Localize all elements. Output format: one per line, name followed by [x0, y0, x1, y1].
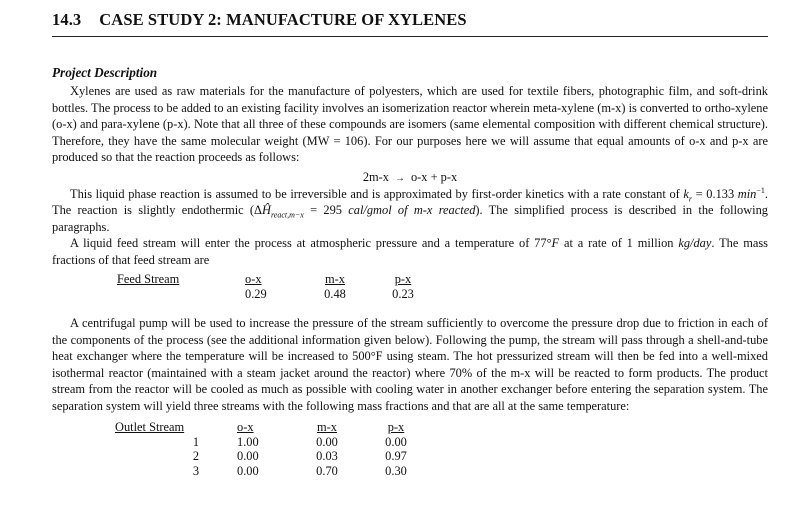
feed-table-values-row [117, 287, 431, 302]
kinetics-text-4: = 295 [303, 203, 349, 217]
outlet-stream-table [115, 420, 427, 478]
outlet-stream-label-text: Outlet Stream [115, 420, 185, 434]
outlet-value-px: 0.30 [385, 463, 407, 478]
outlet-header-ox [237, 420, 289, 435]
feed-text-2: at a rate of 1 million [559, 236, 679, 250]
rate-constant-symbol: k [683, 186, 689, 201]
feed-stream-label [117, 272, 245, 287]
kinetics-text-5: ). The simplified process is described in the following paragraphs. [52, 203, 768, 234]
equation-rhs: o-x + p-x [410, 169, 458, 184]
feed-table-header-row [117, 272, 431, 287]
paragraph-intro: Xylenes are used as raw materials for the manufacture of polyesters, which are used for textile fibers, photographic film, and soft-drink bottles. The process to be added to an existing facility involves an isomerization reactor wherein meta-xylene (m-x) is converted to ortho-xylene (o-x) and para-xylene (p-x). Note that all three of these compounds are isomers (same elemental composition with different chemical structure). Therefore, they have the same molecular weight (MW = 106). For our purposes here we will assume that equal amounts of o-x and p-x are produced so that the reaction proceeds as follows: [52, 84, 768, 164]
outlet-value-mx: 0.00 [316, 434, 338, 449]
feed-text-3: . The mass fractions of that feed stream are [52, 236, 768, 267]
paragraph-process: A centrifugal pump will be used to increase the pressure of the stream sufficiently to overcome the pressure drop due to friction in each of the components of the process (see the additional information given below). Following the pump, the stream will pass through a shell-and-tube heat exchanger where the temperature will be increased to 500°F using steam. The hot pressurized stream will then be fed into a well-mixed isothermal reactor (maintained with a steam jacket around the reactor) where 70% of the m-x will be reacted to form products. The product stream from the reactor will be cooled as much as possible with cooling water in another exchanger before entering the separation system. The separation system will yield three streams with the following mass fractions and that are all at the same temperature: [52, 316, 768, 413]
feed-header-px [375, 272, 431, 287]
enthalpy-units: cal/gmol of m-x reacted [348, 203, 476, 217]
outlet-table-row [115, 435, 427, 450]
outlet-header-mx [289, 420, 365, 435]
outlet-stream-label [115, 420, 237, 435]
outlet-stream-number: 1 [192, 434, 200, 449]
outlet-value-ox: 0.00 [237, 449, 259, 463]
feed-rate-unit: kg/day [678, 236, 712, 250]
outlet-header-px-text: p-x [387, 420, 405, 434]
feed-header-mx [295, 272, 375, 287]
feed-value-ox: 0.29 [245, 286, 267, 301]
feed-value-mx: 0.48 [324, 286, 346, 301]
outlet-header-mx-text: m-x [317, 420, 337, 434]
kinetics-text-2: = 0.133 [692, 186, 738, 201]
feed-value-px: 0.23 [392, 286, 414, 301]
feed-header-mx-text: m-x [325, 272, 345, 286]
paragraph-feed [52, 235, 768, 268]
outlet-value-mx: 0.70 [316, 463, 338, 478]
rate-unit: min [737, 186, 757, 201]
outlet-value-mx: 0.03 [316, 449, 338, 463]
section-title: CASE STUDY 2: MANUFACTURE OF XYLENES [99, 10, 467, 29]
subheading-project-description: Project Description [52, 65, 158, 80]
rate-constant-subscript: r [688, 193, 693, 203]
rate-unit-exponent: −1 [756, 185, 765, 195]
enthalpy-subscript: react,m−x [270, 210, 304, 220]
paragraph-kinetics [52, 186, 768, 236]
feed-stream-table [117, 272, 431, 301]
enthalpy-symbol: Ĥ [262, 203, 271, 217]
section-heading [52, 10, 768, 37]
feed-header-px-text: p-x [394, 272, 412, 286]
feed-text-1: A liquid feed stream will enter the process at atmospheric pressure and a temperature of 77° [70, 236, 552, 250]
equation-lhs: 2m-x [362, 169, 389, 184]
outlet-value-ox: 1.00 [237, 434, 259, 449]
outlet-table-row [115, 464, 427, 479]
document-page [52, 10, 768, 478]
feed-header-ox [245, 272, 295, 287]
temperature-unit: F [551, 236, 560, 250]
section-number: 14.3 [52, 10, 82, 29]
feed-empty-cell [117, 287, 245, 302]
outlet-table-header-row [115, 420, 427, 435]
outlet-header-px [365, 420, 427, 435]
outlet-stream-number: 2 [192, 449, 200, 463]
feed-stream-label-text: Feed Stream [117, 272, 180, 286]
reaction-arrow-icon: → [394, 172, 405, 184]
outlet-value-px: 0.00 [385, 434, 407, 449]
outlet-header-ox-text: o-x [237, 420, 254, 434]
outlet-table-row [115, 449, 427, 464]
reaction-equation [52, 168, 768, 186]
outlet-value-ox: 0.00 [237, 463, 259, 478]
outlet-value-px: 0.97 [385, 449, 407, 463]
outlet-stream-number: 3 [192, 463, 200, 478]
kinetics-text-1: This liquid phase reaction is assumed to be irreversible and is approximated by first-order kinetics with a rate constant of [70, 186, 684, 201]
feed-header-ox-text: o-x [245, 272, 262, 286]
kinetics-text-3: . The reaction is slightly endothermic (Δ [52, 186, 768, 217]
